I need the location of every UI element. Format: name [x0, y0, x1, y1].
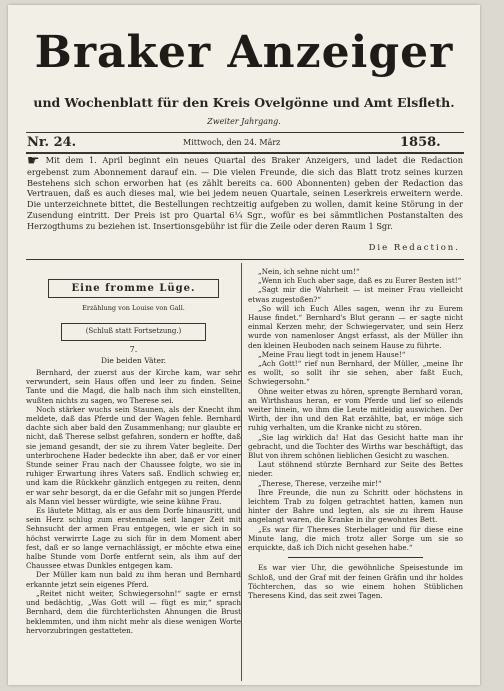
masthead-title: Braker Anzeiger	[34, 27, 454, 78]
story-paragraph: „Wenn ich Euch aber sage, daß es zu Eurer Besten ist!“	[258, 276, 462, 286]
continuation-note: (Schluß statt Fortsetzung.)	[61, 323, 206, 340]
notice-text: Mit dem 1. April beginnt ein neues Quartal des Braker Anzeigers, und ladet die Redaction ergebenst zum Abonnement darauf ein. — Die vielen Freunde, die sich das Blatt trotz seines kurzen Bestehens sich schon erworben hat (es zählt bereits ca. 600 Abonnenten) geben der Redaction das Vertrauen, daß es auch dieses mal, wie bei jedem neuen Quartale, seinen Leserkreis erweitern werde. Die unterzeichnete bittet, die Bestellungen rechtzeitig aufgeben zu wollen, damit keine Störung in der Zusendung eintritt. Der Preis ist pro Quartal 6¼ Sgr., wofür es bei sämmtlichen Postanstalten des Herzogthums zu beziehen ist. Insertionsgebühr ist für die Zeile oder deren Raum 1 Sgr.	[27, 155, 463, 231]
story-paragraph: „Meine Frau liegt todt in jenem Hause!“	[258, 349, 406, 359]
story-paragraph: Ohne weiter etwas zu hören, sprengte Bernhard voran, an Wirthshaus heran, er vom Pferde und lief so eilends weiter hinein, wo ihm die Leute mitleidig auswichen. Der Wirth, der ihn und den Rat erzählte, bat, er möge sich ruhig verhalten, um die Kranke nicht zu stören.	[248, 386, 463, 433]
volume-label: Zweiter Jahrgang.	[207, 117, 281, 126]
story-column-left	[26, 267, 241, 635]
top-rule	[26, 132, 464, 133]
scene-separator	[288, 557, 423, 558]
issue-date: Mittwoch, den 24. März	[183, 138, 281, 147]
issue-year: 1858.	[400, 135, 441, 150]
story-paragraph: „Es war für Thereses Sterbelager und für diese eine Minute lang, die mich trotz aller Sorge um sie so erquickte, daß ich Dich nicht gesehen habe.“	[248, 524, 463, 553]
story-paragraph: „Therese, Therese, verzeihe mir!“	[258, 478, 382, 488]
issue-rule	[26, 152, 464, 154]
newspaper-page	[8, 5, 480, 685]
story-paragraph: Bernhard, der zuerst aus der Kirche kam, war sehr verwundert, sein Haus offen und leer zu finden. Seine Tante und die Magd, die halb nach ihm sich einstellten, wußten nichts zu sagen, wo Therese sei.	[26, 368, 241, 405]
story-paragraph: Der Müller kam nun bald zu ihm heran und Bernhard erkannte jetzt sein eigenes Pferd.	[26, 570, 241, 589]
story-subtitle: Erzählung von Louise von Gall.	[82, 304, 185, 313]
story-paragraph: „Nein, ich sehne nicht um!“	[258, 267, 360, 276]
story-paragraph: „Sie lag wirklich da! Hat das Gesicht hatte man ihr gebracht, und die Tochter des Wirths war beschäftigt, das Blut von ihrem schönen lieblichen Gesicht zu waschen.	[248, 432, 463, 461]
story-paragraph: Es war vier Uhr, die gewöhnliche Speisestunde im Schloß, und der Graf mit der feinen Gräfin und ihr holdes Töchterchen, das so wie einem hohen Stüblichen Theresens Kind, das seit zwei Tagen.	[248, 563, 463, 600]
column-divider	[241, 263, 242, 681]
story-column-right	[248, 267, 463, 600]
editorial-signature: Die Redaction.	[368, 243, 460, 253]
subscription-notice	[27, 155, 463, 232]
pointing-hand-icon: ☛	[27, 153, 40, 169]
story-paragraph: Ihre Freunde, die nun zu Schritt oder höchstens in leichtem Trab zu folgen getrachtet hatten, kamen nun hinter der Bahre und legten, als sie zu ihrem Hause angelangt waren, die Kranke in ihr gewohntes Bett.	[248, 487, 463, 525]
masthead-subtitle: und Wochenblatt für den Kreis Ovelgönne und Amt Elsfleth.	[33, 95, 455, 110]
story-paragraph: „Ach Gott!“ rief nun Bernhard, der Müller, „meine Ihr es wollt, so sollt ihr sie sehen, aber faßt Euch, Schwiegersohn.“	[248, 359, 463, 387]
chapter-title: Die beiden Väter.	[100, 355, 167, 365]
story-paragraph: „Sagt mir die Wahrheit — ist meiner Frau vielleicht etwas zugestoßen?“	[248, 285, 463, 304]
issue-number: Nr. 24.	[27, 135, 77, 150]
story-paragraph: Noch stärker wuchs sein Staunen, als der Knecht ihm meldete, daß das Pferde und der Wagen fehle. Bernhard dachte sich aber bald den Zusammenhang; nur glaubte er nicht, daß Therese selbst gefahren, sondern er hoffte, daß sie jemand gesandt, der sie zu ihrem Vater begleite. Der unterbrochene Hader bedeckte ihn aber, daß er vor einer Stunde seiner Frau nach der Chaussee folgte, wo sie in ruhiger Erwartung ihres Vaters saß. Endlich schwieg er, und kam die Rückkehr gänzlich entgegen zu reiten, denn er war sehr besorgt, da er die Gefahr mit so jungen Pferde als Mann viel besser würdigte, wie seine kühne Frau.	[26, 404, 241, 506]
story-paragraph: „So will ich Euch Alles sagen, wenn ihr zu Eurem Hause findet.“ Bernhard's Blut gerann — er sagte nicht einmal Kerzen mehr, der Schwiegervater, und sein Herz wurde von namenloser Angst erfasst, als der Müller ihn den kleinen Heuboden nach seinem Hause zu führte.	[248, 303, 463, 350]
section-rule	[26, 259, 464, 260]
story-title: Eine fromme Lüge.	[48, 279, 219, 298]
story-paragraph: Es läutete Mittag, als er aus dem Dorfe hinausritt, und sein Herz schlug zum erstenmale seit langer Zeit mit Sehnsucht der armen Frau entgegen, wie er sich in so höchst verwirrte Lage zu sich für in dem Moment aber fest, daß er so lange vernachlässigt, er möchte etwa eine halbe Stunde vom Dorfe entfernt sein, als ihm auf der Chaussee etwas Dunkles entgegen kam.	[26, 506, 241, 571]
chapter-number: 7.	[129, 344, 138, 354]
story-paragraph: Laut stöhnend stürzte Bernhard zur Seite des Bettes nieder.	[248, 460, 463, 479]
story-paragraph: „Reitet nicht weiter, Schwiegersohn!“ sagte er ernst und bedächtig, „Was Gott will — fügt es mir,“ sprach Bernhard, dem die fürchterlichsten Ahnungen die Brust beklemmten, und ihm nicht mehr als diese wenigen Worte hervorzubringen gestatteten.	[26, 588, 241, 635]
